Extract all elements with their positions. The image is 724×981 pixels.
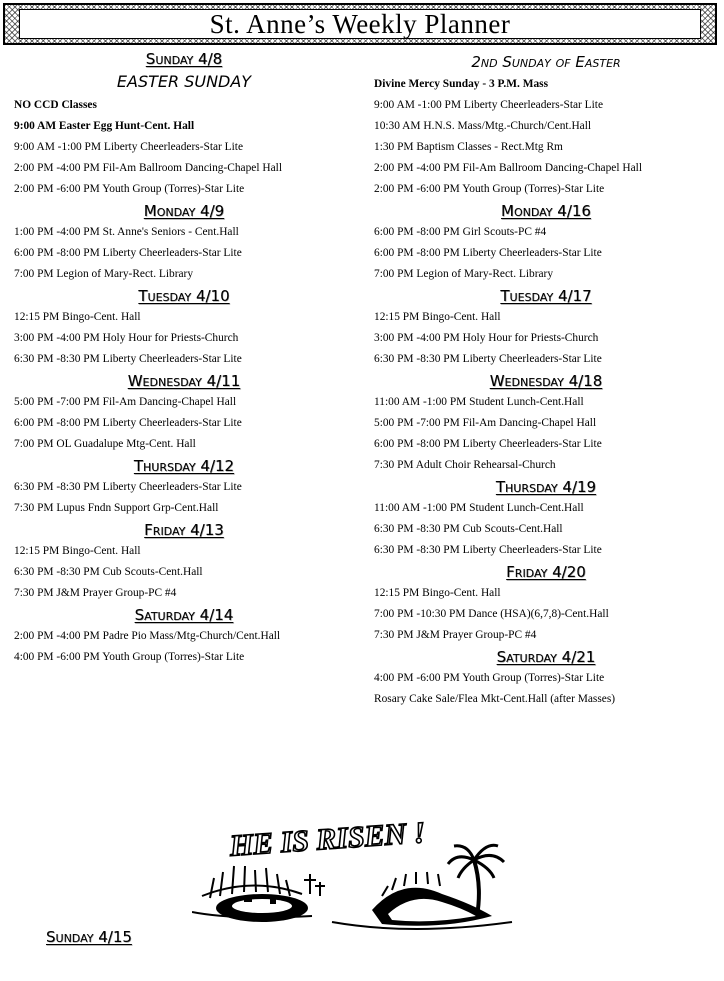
event-item: Divine Mercy Sunday - 3 P.M. Mass (374, 78, 549, 90)
event-item: 9:00 AM Easter Egg Hunt-Cent. Hall (14, 120, 195, 132)
day-heading-wednesday-4-18: Wednesday 4/18 (489, 372, 603, 390)
event-item: 6:30 PM -8:30 PM Cub Scouts-Cent.Hall (374, 523, 563, 535)
day-heading-monday-4-9: Monday 4/9 (143, 202, 225, 220)
event-item: NO CCD Classes (14, 99, 97, 111)
event-item: 7:00 PM -10:30 PM Dance (HSA)(6,7,8)-Cent.Hall (374, 608, 609, 620)
event-item: 9:00 AM -1:00 PM Liberty Cheerleaders-Star Lite (14, 141, 244, 153)
he-is-risen-artwork (192, 816, 522, 939)
event-item: 6:30 PM -8:30 PM Liberty Cheerleaders-Star Lite (374, 544, 602, 556)
easter-sunday-subheading: EASTER SUNDAY (116, 72, 252, 91)
day-heading-wednesday-4-11: Wednesday 4/11 (127, 372, 241, 390)
day-heading-tuesday-4-17: Tuesday 4/17 (500, 287, 592, 305)
event-item: 7:00 PM OL Guadalupe Mtg-Cent. Hall (14, 438, 196, 450)
event-item: 5:00 PM -7:00 PM Fil-Am Dancing-Chapel Hall (374, 417, 597, 429)
event-item: 7:00 PM Legion of Mary-Rect. Library (374, 268, 554, 280)
day-heading-sunday-4-8: Sunday 4/8 (145, 50, 223, 68)
event-item: 7:30 PM J&M Prayer Group-PC #4 (374, 629, 537, 641)
event-item: 12:15 PM Bingo-Cent. Hall (374, 311, 501, 323)
left-days-list (14, 202, 354, 668)
event-item: 9:00 AM -1:00 PM Liberty Cheerleaders-Star Lite (374, 99, 604, 111)
day-heading-saturday-4-14: Saturday 4/14 (134, 606, 234, 624)
event-item: 3:00 PM -4:00 PM Holy Hour for Priests-Church (14, 332, 239, 344)
event-item: 11:00 AM -1:00 PM Student Lunch-Cent.Hall (374, 502, 584, 514)
event-item: 6:00 PM -8:00 PM Liberty Cheerleaders-Star Lite (374, 247, 602, 259)
event-item: 3:00 PM -4:00 PM Holy Hour for Priests-Church (374, 332, 599, 344)
day-heading-friday-4-20: Friday 4/20 (506, 563, 586, 581)
event-item: Rosary Cake Sale/Flea Mkt-Cent.Hall (after Masses) (374, 693, 616, 705)
day-heading-friday-4-13: Friday 4/13 (144, 521, 224, 539)
event-item: 11:00 AM -1:00 PM Student Lunch-Cent.Hall (374, 396, 584, 408)
event-item: 12:15 PM Bingo-Cent. Hall (14, 545, 141, 557)
event-item: 2:00 PM -6:00 PM Youth Group (Torres)-Star Lite (374, 183, 605, 195)
title-box (19, 9, 701, 39)
event-item: 6:00 PM -8:00 PM Liberty Cheerleaders-Star Lite (14, 247, 242, 259)
day-heading-thursday-4-19: Thursday 4/19 (495, 478, 597, 496)
day-heading-tuesday-4-10: Tuesday 4/10 (138, 287, 230, 305)
sunday-4-15-events (374, 74, 718, 200)
event-item: 7:30 PM Lupus Fndn Support Grp-Cent.Hall (14, 502, 219, 514)
event-item: 12:15 PM Bingo-Cent. Hall (14, 311, 141, 323)
title-banner (3, 3, 717, 45)
event-item: 1:00 PM -4:00 PM St. Anne's Seniors - Cent.Hall (14, 226, 239, 238)
event-item: 6:30 PM -8:30 PM Liberty Cheerleaders-Star Lite (14, 481, 242, 493)
event-item: 12:15 PM Bingo-Cent. Hall (374, 587, 501, 599)
day-heading-sunday-4-15: Sunday 4/15 (46, 928, 132, 946)
event-item: 7:30 PM Adult Choir Rehearsal-Church (374, 459, 556, 471)
event-item: 10:30 AM H.N.S. Mass/Mtg.-Church/Cent.Hall (374, 120, 592, 132)
event-item: 2:00 PM -4:00 PM Padre Pio Mass/Mtg-Church/Cent.Hall (14, 630, 281, 642)
event-item: 7:00 PM Legion of Mary-Rect. Library (14, 268, 194, 280)
day-heading-monday-4-16: Monday 4/16 (501, 202, 591, 220)
event-item: 6:30 PM -8:30 PM Liberty Cheerleaders-Star Lite (374, 353, 602, 365)
right-column (374, 50, 718, 710)
event-item: 2:00 PM -4:00 PM Fil-Am Ballroom Dancing-Chapel Hall (14, 162, 282, 174)
event-item: 2:00 PM -6:00 PM Youth Group (Torres)-Star Lite (14, 183, 245, 195)
page-title: St. Anne’s Weekly Planner (209, 8, 511, 39)
event-item: 6:30 PM -8:30 PM Liberty Cheerleaders-Star Lite (14, 353, 242, 365)
left-column (14, 50, 354, 668)
sunday-4-8-events (14, 95, 354, 200)
event-item: 7:30 PM J&M Prayer Group-PC #4 (14, 587, 177, 599)
artwork-caption: HE IS RISEN ! (228, 816, 427, 863)
event-item: 4:00 PM -6:00 PM Youth Group (Torres)-Star Lite (374, 672, 605, 684)
day-heading-thursday-4-12: Thursday 4/12 (133, 457, 235, 475)
event-item: 6:00 PM -8:00 PM Liberty Cheerleaders-Star Lite (14, 417, 242, 429)
event-item: 6:00 PM -8:00 PM Girl Scouts-PC #4 (374, 226, 547, 238)
event-item: 6:30 PM -8:30 PM Cub Scouts-Cent.Hall (14, 566, 203, 578)
day-heading-saturday-4-21: Saturday 4/21 (496, 648, 596, 666)
second-sunday-subheading: 2nd Sunday of Easter (471, 53, 621, 71)
event-item: 4:00 PM -6:00 PM Youth Group (Torres)-Star Lite (14, 651, 245, 663)
event-item: 2:00 PM -4:00 PM Fil-Am Ballroom Dancing-Chapel Hall (374, 162, 642, 174)
easter-sunrise-illustration (192, 816, 522, 934)
right-days-list (374, 202, 718, 710)
event-item: 1:30 PM Baptism Classes - Rect.Mtg Rm (374, 141, 563, 153)
event-item: 6:00 PM -8:00 PM Liberty Cheerleaders-Star Lite (374, 438, 602, 450)
event-item: 5:00 PM -7:00 PM Fil-Am Dancing-Chapel Hall (14, 396, 237, 408)
